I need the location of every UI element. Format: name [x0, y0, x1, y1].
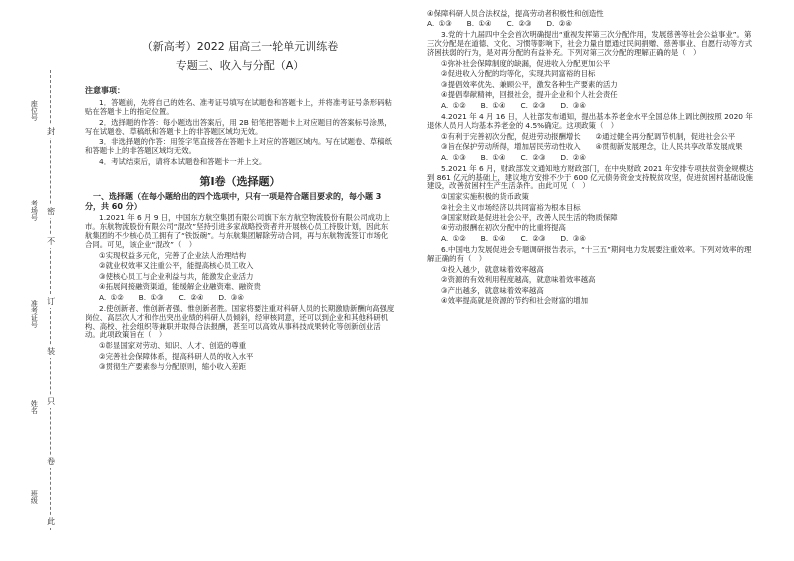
answer-choices: A. ①② B. ①④ C. ②③ D. ③④: [441, 100, 586, 110]
right-column: [427, 8, 757, 307]
margin-word: 不: [46, 237, 56, 246]
option: ①彰显国家对劳动、知识、人才、创造的尊重: [99, 341, 247, 351]
option: ②完善社会保障体系，提高科研人员的收入水平: [99, 351, 254, 361]
question-stem: 6.中国电力发展促进会专题调研报告表示，“十三五”期间电力发展要注重效率。下列对效率的理解正确的有（ ）: [427, 245, 752, 263]
seat-field[interactable]: 座位号: [30, 100, 39, 121]
answer-choices: A. ①③ B. ①④ C. ②③ D. ②④: [441, 152, 586, 162]
option: ①实现权益多元化，完善了企业法人治理结构: [99, 250, 247, 260]
question-stem: 5.2021 年 6 月，财政部发文通知地方财政部门，在中央财政 2021 年安排专项扶贫资金规模达到 861 亿元的基础上，建议地方安排不少于 600 亿元债务资金支持脱贫攻坚，促进贫困村基础设施建设，改善贫困村生产生活条件。由此可见（ ）: [427, 163, 754, 191]
ticket-number-field[interactable]: 准考证号: [30, 300, 39, 328]
notice-heading: 注意事项：: [85, 86, 125, 96]
option: ③产出越多，就意味着效率越高: [441, 285, 544, 295]
page-title: （新高考）2022 届高三一轮单元训练卷: [141, 40, 339, 53]
option: ④拓展间接融资渠道，能缓解企业融资难、融资贵: [99, 282, 261, 292]
margin-word: 卷: [46, 457, 56, 466]
option: ④劳动报酬在初次分配中的比重将提高: [441, 223, 566, 233]
option: ①有利于完善初次分配，促进劳动报酬增长 ②通过健全再分配调节机制，促进社会公平: [441, 131, 736, 141]
notice-item: 1．答题前，先将自己的姓名、准考证号填写在试题卷和答题卡上，并将准考证号条形码粘贴在答题卡上的指定位置。: [85, 97, 392, 116]
answer-choices: A. ①② B. ①③ C. ②④ D. ③④: [99, 292, 244, 302]
answer-choices: A. ①② B. ①④ C. ②③ D. ③④: [441, 234, 586, 244]
option: ③提倡效率优先、兼顾公平，激发各种生产要素的活力: [441, 79, 618, 89]
option: ③旨在保护劳动所得，增加居民劳动性收入 ④贯彻新发展理念，让人民共享改革发展成果: [441, 141, 743, 151]
question-stem: 1.2021 年 6 月 9 日，中国东方航空集团有限公司旗下东方航空物流股份有限公司成功上市。东航物流股份有限公司“混改”坚持引进多家战略投资者并开展核心员工持股计划，因此东航集团的不少核心员工拥有了“铁饭碗”。与东航集团解除劳动合同，再与东航物流签订市场化合同。可见，该企业“混改”（ ）: [85, 213, 390, 250]
option: ①弥补社会保障制度的缺漏，促进收入分配更加公平: [441, 58, 611, 68]
margin-word: 封: [46, 127, 56, 136]
option: ③使核心员工与企业利益与共，能激发企业活力: [99, 271, 254, 281]
margin-word: 装: [46, 347, 56, 356]
question-stem: 3.党的十九届四中全会首次明确提出“重视发挥第三次分配作用，发展慈善等社会公益事业”。第三次分配是在道德、文化、习惯等影响下，社会力量自愿通过民间捐赠、慈善事业、自愿行动等方式济困扶弱的行为，是对再分配的有益补充。下列对第三次分配的理解正确的是（ ）: [427, 30, 753, 57]
option: ②资源的有效利用程度越高，就意味着效率越高: [441, 275, 596, 285]
option: ②就业权效率又注重公平，能提高核心员工收入: [99, 261, 254, 271]
margin-word: 此: [46, 517, 56, 526]
notice-item: 3．非选择题的作答：用签字笔直接答在答题卡上对应的答题区域内。写在试题卷、草稿纸和答题卡上的非答题区域均无效。: [85, 137, 392, 156]
option: ③贯彻生产要素参与分配原则，缩小收入差距: [99, 362, 247, 372]
option: ①投入越少，就意味着效率越高: [441, 264, 544, 274]
option: ③国家财政是促进社会公平，改善人民生活的物质保障: [441, 213, 618, 222]
answer-choices: A. ①③ B. ①④ C. ②③ D. ②④: [427, 19, 572, 29]
notice-item: 2．选择题的作答：每小题选出答案后，用 2B 铅笔把答题卡上对应题目的答案标号涂黑，写在试题卷、草稿纸和答题卡上的非答题区域均无效。: [85, 117, 392, 136]
option: ④提倡奉献精神，回报社会，提升企业和个人社会责任: [441, 90, 618, 99]
left-column: [85, 40, 395, 373]
name-field[interactable]: 姓名: [30, 400, 39, 414]
option: ④效率提高就是资源的节约和社会财富的增加: [441, 296, 589, 305]
question-stem: 4.2021 年 4 月 16 日，人社部发布通知，提出基本养老金水平全国总体上调比例按照 2020 年退休人员月人均基本养老金的 4.5%确定。这项政策（ ）: [427, 111, 753, 130]
margin-word: 只: [46, 397, 56, 406]
option: ②社会主义市场经济以共同富裕为根本目标: [441, 202, 581, 212]
class-field[interactable]: 班级: [30, 490, 39, 504]
page-subtitle: 专题三、收入与分配（A）: [175, 59, 305, 73]
option: ④保障科研人员合法权益，提高劳动者积极性和创造性: [427, 8, 604, 18]
option: ②促进收入分配的均等化，实现共同富裕的目标: [441, 69, 596, 79]
section-title: 第Ⅰ卷（选择题）: [199, 175, 281, 189]
margin-word: 订: [46, 297, 56, 306]
question-stem: 2.使创新者、惟创新者强、惟创新者胜。国家将要注重对科研人员的长期激励新酬向高强度岗位、高层次人才和作出突出业绩的科研人员倾斜，经审核同意，还可以到企业和其他科研机构、高校、社会组织等兼职并取得合法报酬，甚至可以高效从事科技成果转化等创新创业活动。此项政策旨在（ ）: [85, 303, 395, 340]
section-intro: 一、选择题（在每小题给出的四个选项中，只有一项是符合题目要求的，每小题 3 分，共 60 分）: [85, 192, 382, 211]
binding-margin: [28, 70, 80, 530]
option: ①国家实施积极的货币政策: [441, 192, 529, 202]
margin-word: 密: [46, 207, 56, 216]
notice-item: 4．考试结束后，请将本试题卷和答题卡一并上交。: [99, 157, 267, 167]
exam-room-field[interactable]: 考场号: [30, 200, 39, 221]
